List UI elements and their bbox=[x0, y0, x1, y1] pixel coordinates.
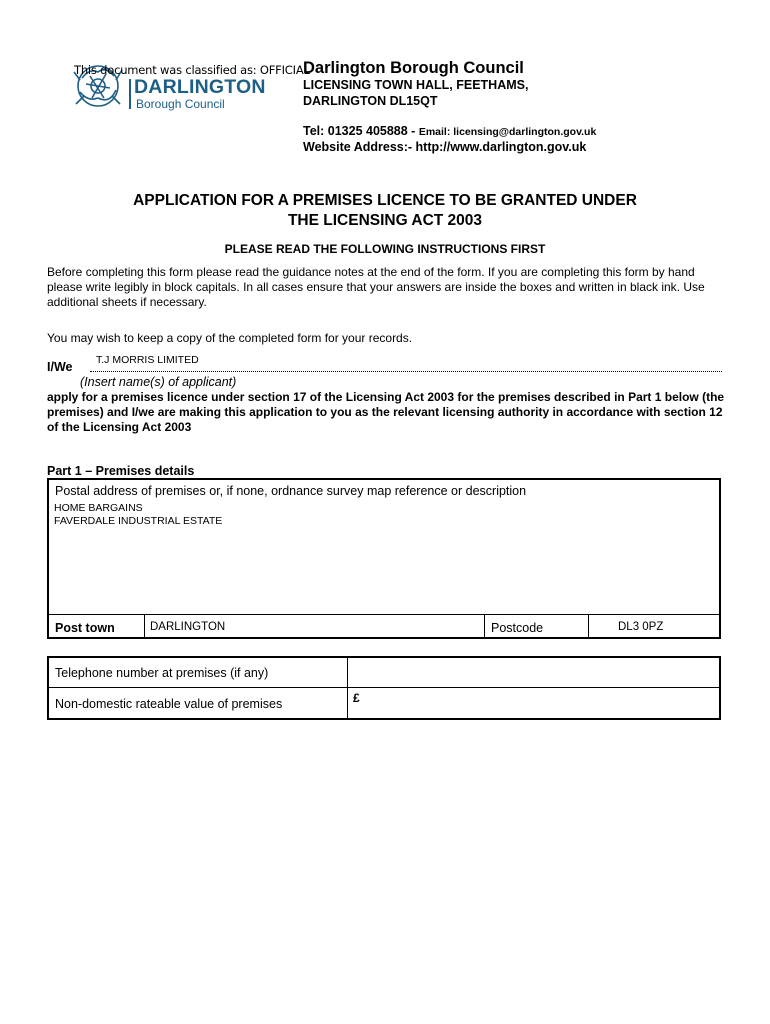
applicant-label: I/We bbox=[47, 360, 73, 374]
apply-statement: apply for a premises licence under section 17 of the Licensing Act 2003 for the premises described in Part 1 below (the premises) and I/we are making this application to you as the relevant licensing authority in accordance with section 12 of the Licensing Act 2003 bbox=[47, 390, 725, 434]
applicant-name-field[interactable]: T.J MORRIS LIMITED bbox=[96, 354, 199, 366]
premises-address-line2[interactable]: FAVERDALE INDUSTRIAL ESTATE bbox=[54, 515, 223, 527]
premises-telephone-label: Telephone number at premises (if any) bbox=[55, 666, 269, 680]
logo-name: DARLINGTON bbox=[134, 76, 266, 98]
instructions-text: Before completing this form please read the guidance notes at the end of the form. If you are completing this form by hand please write legibly in block capitals. In all cases ensure that your answers are inside the boxes and written in black ink. Use additional sheets if necessary. bbox=[47, 265, 705, 309]
premises-address-line1[interactable]: HOME BARGAINS bbox=[54, 502, 143, 514]
part1-heading: Part 1 – Premises details bbox=[47, 464, 195, 478]
postcode-divider-right bbox=[588, 614, 589, 639]
council-contact bbox=[303, 124, 596, 138]
rateable-value-label: Non-domestic rateable value of premises bbox=[55, 697, 283, 711]
postcode-label: Postcode bbox=[491, 621, 544, 635]
form-title-line2: THE LICENSING ACT 2003 bbox=[287, 212, 483, 229]
post-town-divider bbox=[144, 614, 145, 639]
rateable-value-field[interactable]: £ bbox=[353, 691, 360, 705]
premises-address-label: Postal address of premises or, if none, ordnance survey map reference or description bbox=[55, 484, 527, 498]
council-address-line2: DARLINGTON DL15QT bbox=[303, 94, 438, 108]
logo-subtitle: Borough Council bbox=[136, 97, 225, 111]
classification-notice: This document was classified as: OFFICIAL bbox=[74, 63, 310, 77]
council-email[interactable]: Email: licensing@darlington.gov.uk bbox=[418, 126, 597, 138]
applicant-name-line bbox=[90, 371, 722, 372]
premises-contact-row-divider bbox=[47, 687, 721, 688]
premises-contact-col-divider bbox=[347, 656, 348, 720]
council-website[interactable]: Website Address:- http://www.darlington.gov.uk bbox=[303, 140, 587, 154]
postcode-divider-left bbox=[484, 614, 485, 639]
council-telephone: Tel: 01325 405888 - bbox=[303, 124, 419, 138]
instructions-heading: PLEASE READ THE FOLLOWING INSTRUCTIONS FIRST bbox=[224, 242, 546, 256]
form-title-line1: APPLICATION FOR A PREMISES LICENCE TO BE GRANTED UNDER bbox=[133, 192, 637, 209]
postcode-field[interactable]: DL3 0PZ bbox=[618, 621, 664, 633]
post-town-field[interactable]: DARLINGTON bbox=[150, 621, 226, 633]
post-town-row-divider bbox=[47, 614, 721, 615]
council-address-line1: LICENSING TOWN HALL, FEETHAMS, bbox=[303, 78, 529, 92]
council-name: Darlington Borough Council bbox=[303, 59, 524, 77]
post-town-label: Post town bbox=[55, 621, 115, 635]
form-title bbox=[60, 191, 710, 231]
keep-copy-note: You may wish to keep a copy of the completed form for your records. bbox=[47, 331, 413, 345]
applicant-note: (Insert name(s) of applicant) bbox=[80, 375, 237, 389]
